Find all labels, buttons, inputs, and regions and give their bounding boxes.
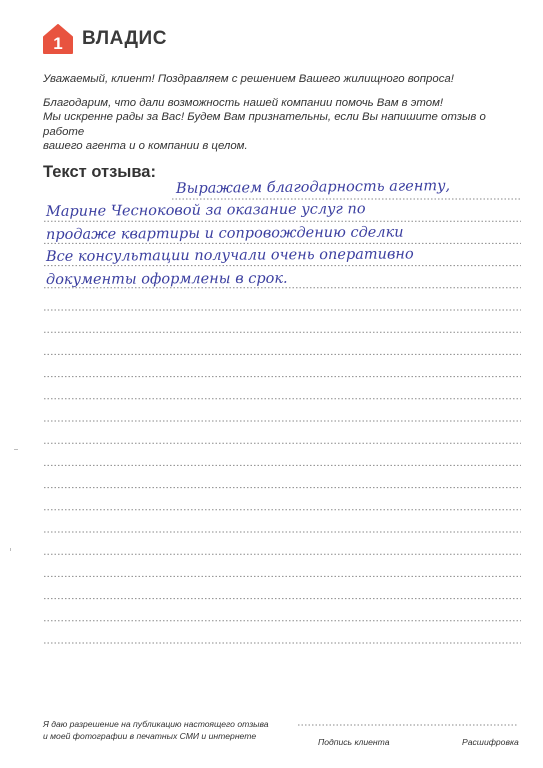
handwritten-line: Марине Чесноковой за оказание услуг по [45,201,366,220]
consent-line: Я даю разрешение на публикацию настоящего отзыва [43,719,269,729]
handwritten-line: продаже квартиры и сопровождению сделки [45,224,404,243]
brand-name: ВЛАДИС [82,28,167,49]
logo-digit: 1 [53,34,63,53]
intro-thanks: Благодарим, что дали возможность нашей компании помочь Вам в этом! [43,96,444,109]
scan-mark [14,449,18,450]
scan-mark [10,548,11,551]
signature-label: Подпись клиента [318,737,390,747]
consent-line: и моей фотографии в печатных СМИ и интернете [43,731,257,741]
intro-greeting: Уважаемый, клиент! Поздравляем с решением Вашего жилищного вопроса! [43,73,454,85]
handwritten-line: документы оформлены в срок. [45,270,288,288]
decoding-label: Расшифровка [462,737,519,747]
handwritten-line: Выражаем благодарность агенту, [175,178,451,197]
review-title: Текст отзыва: [43,163,156,181]
intro-request-cont: вашего агента и о компании в целом. [43,140,248,152]
handwritten-line: Все консультации получали очень оперативно [45,246,414,265]
intro-request: Мы искренне рады за Вас! Будем Вам признательны, если Вы напишите отзыв о работе [43,111,486,138]
publication-consent [43,718,269,742]
